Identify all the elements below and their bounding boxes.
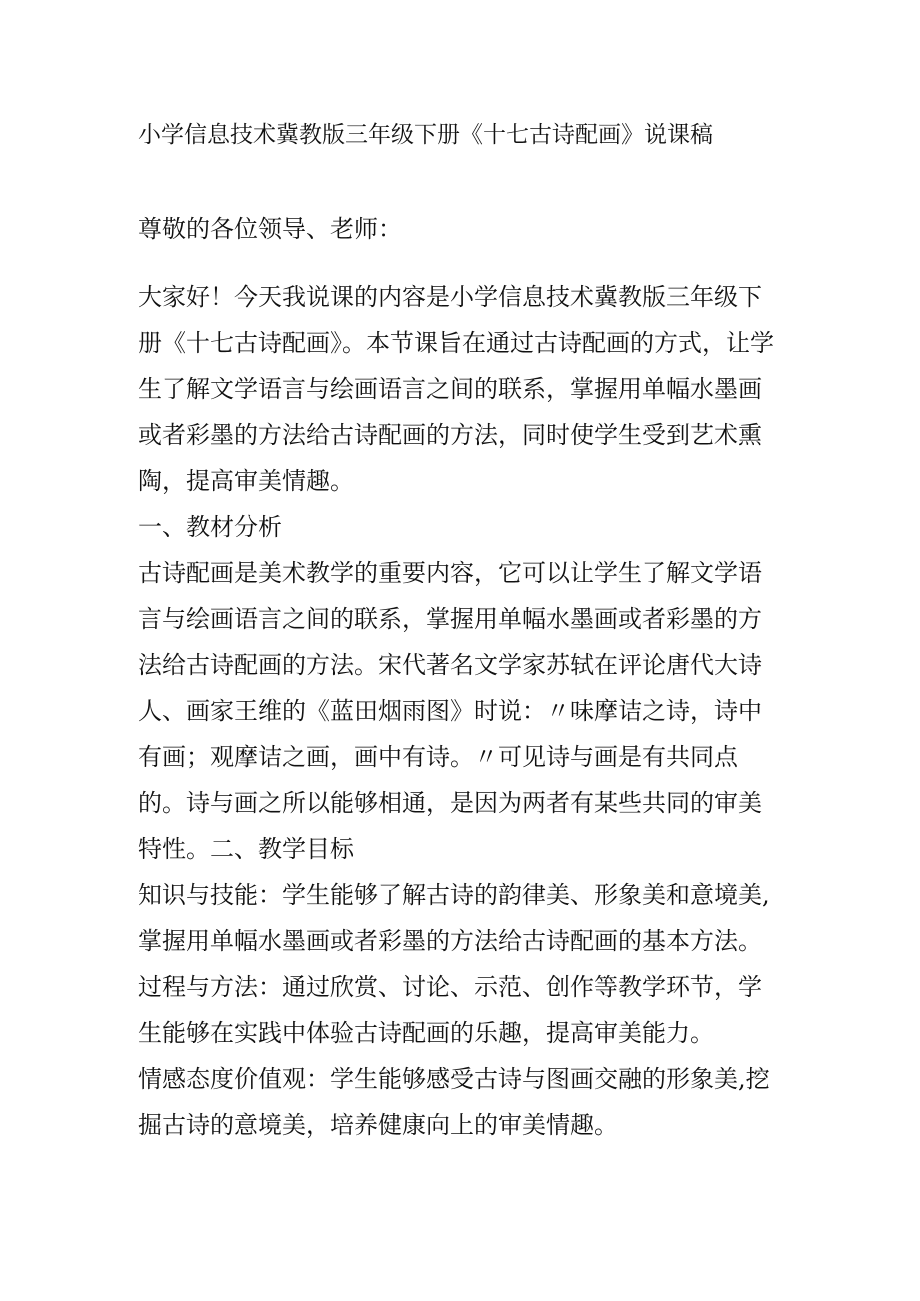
intro-paragraph: 大家好！今天我说课的内容是小学信息技术冀教版三年级下册《十七古诗配画》。本节课旨在通过古诗配画的方式，让学生了解文学语言与绘画语言之间的联系，掌握用单幅水墨画或者彩墨的方法给古诗配画的方法，同时使学生受到艺术熏陶，提高审美情趣。 <box>138 283 774 495</box>
section-heading-textbook-analysis: 一、教材分析 <box>138 513 282 541</box>
document-title: 小学信息技术冀教版三年级下册《十七古诗配画》说课稿 <box>138 122 713 148</box>
document-body <box>138 206 783 1148</box>
knowledge-skills-paragraph: 知识与技能：学生能够了解古诗的韵律美、形象美和意境美,掌握用单幅水墨画或者彩墨的方法给古诗配画的基本方法。过程与方法：通过欣赏、讨论、示范、创作等教学环节，学生能够在实践中体验古诗配画的乐趣，提高审美能力。 <box>138 881 770 1047</box>
emotion-values-paragraph: 情感态度价值观：学生能够感受古诗与图画交融的形象美,挖掘古诗的意境美，培养健康向上的审美情趣。 <box>138 1065 770 1139</box>
greeting-paragraph: 尊敬的各位领导、老师： <box>138 215 402 243</box>
textbook-analysis-paragraph: 古诗配画是美术教学的重要内容，它可以让学生了解文学语言与绘画语言之间的联系，掌握用单幅水墨画或者彩墨的方法给古诗配画的方法。宋代著名文学家苏轼在评论唐代大诗人、画家王维的《蓝田烟雨图》时说：〃味摩诘之诗，诗中有画；观摩诘之画，画中有诗。〃可见诗与画是有共同点的。诗与画之所以能够相通，是因为两者有某些共同的审美特性。二、教学目标 <box>138 559 762 863</box>
